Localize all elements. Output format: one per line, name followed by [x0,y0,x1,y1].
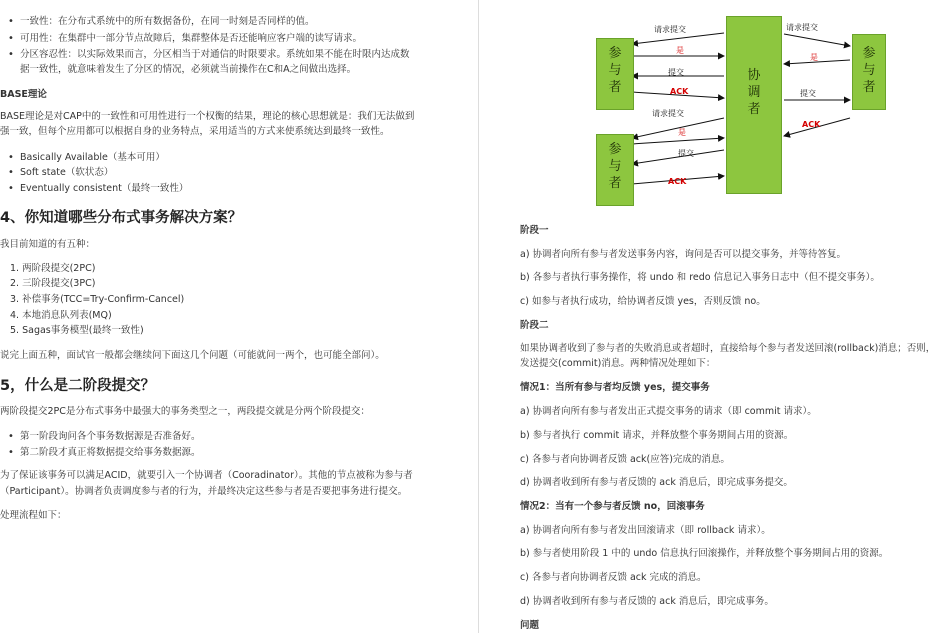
list-item: • 第二阶段才真正将数据提交给事务数据源。 [20,446,201,460]
paragraph: 为了保证该事务可以满足ACID，就要引入一个协调者（Cooradinator）。其他的节点被称为参与者 [0,470,413,481]
list-item: 5. Sagas事务模型(最终一致性) [10,325,144,336]
right-column [520,0,948,633]
list-item: • 分区容忍性：以实际效果而言，分区相当于对通信的时限要求。系统如果不能在时限内达成数 [20,48,410,62]
paragraph: BASE理论是对CAP中的一致性和可用性进行一个权衡的结果，理论的核心思想就是：我们无法做到 [0,111,415,122]
list-item: 1. 两阶段提交(2PC) [10,263,96,274]
paragraph: c) 各参与者向协调者反馈 ack(应答)完成的消息。 [520,454,730,465]
arrow [784,34,850,46]
paragraph: （Participant）。协调者负责调度参与者的行为，并最终决定这些参与者是否要把事务进行提交。 [0,486,408,497]
question-heading: 4、你知道哪些分布式事务解决方案？ [0,210,243,226]
list-item: • Soft state（软状态） [20,166,113,180]
paragraph: d) 协调者收到所有参与者反馈的 ack 消息后，即完成事务提交。 [520,477,793,488]
arrow-label: ACK [802,120,821,129]
list-item: • Eventually consistent（最终一致性） [20,182,188,196]
list-item: • Basically Available（基本可用） [20,151,165,165]
case-heading: 情况2：当有一个参与者反馈 no，回滚事务 [520,501,705,512]
paragraph: 我目前知道的有五种： [0,239,96,250]
paragraph: b) 参与者执行 commit 请求，并释放整个事务期间占用的资源。 [520,430,794,441]
arrow-label: ACK [668,177,687,186]
list-item: • 第一阶段询问各个事务数据源是否准备好。 [20,430,201,444]
paragraph: 两阶段提交2PC是分布式事务中最强大的事务类型之一，两段提交就是分两个阶段提交： [0,406,370,417]
paragraph: 如果协调者收到了参与者的失败消息或者超时，直接给每个参与者发送回滚(rollback)消息；否则， [520,343,936,354]
arrow [632,138,724,144]
section-heading: 阶段二 [520,320,549,331]
list-item: 2. 三阶段提交(3PC) [10,278,96,289]
arrow-label: 提交 [800,89,816,98]
paragraph: 强一致，但每个应用都可以根据自身的业务特点，采用适当的方式来使系统达到最终一致性。 [0,126,390,137]
paragraph: 处理流程如下： [0,510,67,521]
arrow-label: 提交 [678,149,694,158]
column-divider [478,0,479,633]
participant-box: 参 与 者 [852,34,886,110]
paragraph: a) 协调者向所有参与者发出正式提交事务的请求（即 commit 请求）。 [520,406,817,417]
section-heading: 阶段一 [520,225,549,236]
left-column [0,0,466,633]
arrow-label: 是 [678,128,686,137]
arrow-label: 提交 [668,68,684,77]
participant-box: 参 与 者 [596,38,634,110]
list-item: • 可用性：在集群中一部分节点故障后，集群整体是否还能响应客户端的读写请求。 [20,32,362,46]
coordinator-box: 协 调 者 [726,16,782,194]
list-item-continuation: 据一致性，就意味着发生了分区的情况，必须就当前操作在C和A之间做出选择。 [20,64,357,75]
list-item: 3. 补偿事务(TCC=Try-Confirm-Cancel) [10,294,185,305]
arrow-label: 请求提交 [654,25,686,34]
arrow-label: 请求提交 [786,23,818,32]
participant-box: 参 与 者 [596,134,634,206]
paragraph: a) 协调者向所有参与者发出回滚请求（即 rollback 请求）。 [520,525,771,536]
arrow-label: 请求提交 [652,109,684,118]
arrow-label: 是 [810,53,818,62]
paragraph: b) 参与者使用阶段 1 中的 undo 信息执行回滚操作，并释放整个事务期间占用的资源。 [520,548,889,559]
list-item: 4. 本地消息队列表(MQ) [10,310,112,321]
paragraph: c) 如参与者执行成功，给协调者反馈 yes，否则反馈 no。 [520,296,766,307]
section-heading: 问题 [520,620,540,631]
arrow-label: 是 [676,46,684,55]
paragraph: 发送提交(commit)消息。两种情况处理如下： [520,358,716,369]
case-heading: 情况1：当所有参与者均反馈 yes，提交事务 [520,382,710,393]
paragraph: d) 协调者收到所有参与者反馈的 ack 消息后，即完成事务。 [520,596,774,607]
question-heading: 5，什么是二阶段提交？ [0,378,156,394]
two-phase-commit-diagram [586,14,884,214]
paragraph: c) 各参与者向协调者反馈 ack 完成的消息。 [520,572,707,583]
list-item: • 一致性：在分布式系统中的所有数据备份，在同一时刻是否同样的值。 [20,15,315,29]
arrow-label: ACK [670,87,689,96]
section-heading: BASE理论 [0,89,47,100]
paragraph: a) 协调者向所有参与者发送事务内容，询问是否可以提交事务，并等待答复。 [520,249,847,260]
paragraph: b) 各参与者执行事务操作，将 undo 和 redo 信息记入事务日志中（但不提交事务）。 [520,272,880,283]
paragraph: 说完上面五种，面试官一般都会继续问下面这几个问题（可能就问一两个，也可能全部问）。 [0,350,385,361]
